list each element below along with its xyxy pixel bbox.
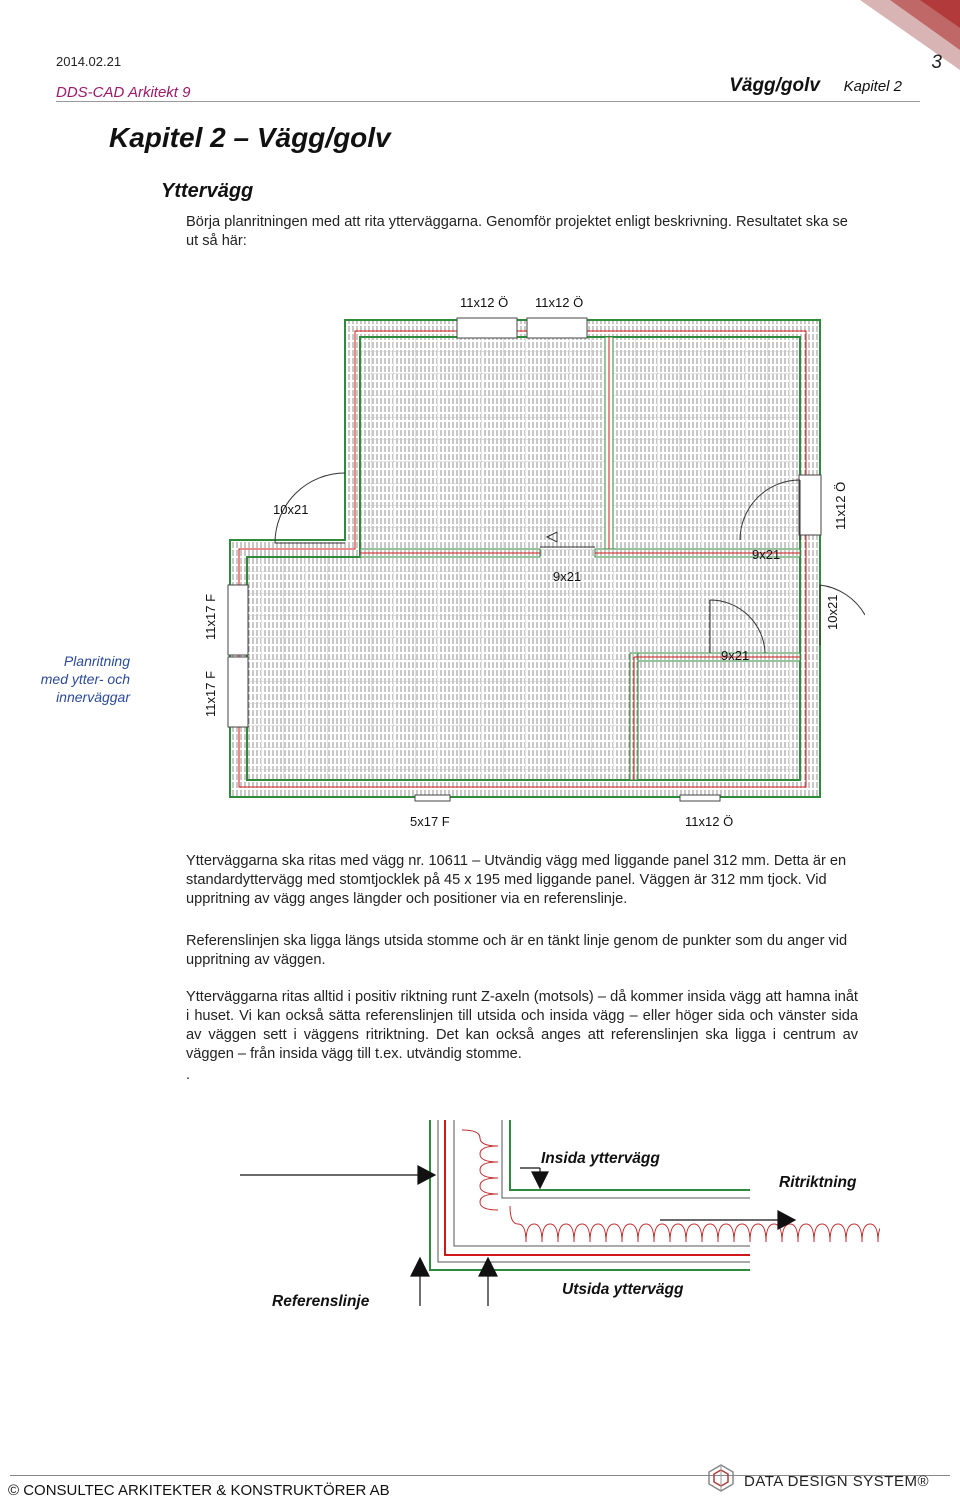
plan-label-top-left: 11x12 Ö bbox=[460, 295, 509, 310]
dds-logo-icon bbox=[706, 1463, 736, 1493]
header-app-name: DDS-CAD Arkitekt 9 bbox=[56, 84, 191, 101]
intro-paragraph: Börja planritningen med att rita ytterväggarna. Genomför projektet enligt beskrivning. Resultatet ska se ut så här: bbox=[186, 214, 848, 249]
plan-label-door-inner-2: 9x21 bbox=[752, 547, 781, 562]
page-number: 3 bbox=[931, 52, 942, 73]
paragraph-wall-type: Ytterväggarna ska ritas med vägg nr. 10611 – Utvändig vägg med liggande panel 312 mm. Detta är en standardyttervägg med stomtjocklek på 45 x 195 med liggande panel. Väggen är 312 mm tjock. Vid uppritning av vägg anges längder och positioner via en referenslinje. bbox=[186, 853, 847, 907]
callout-inside-wall: Insida yttervägg bbox=[541, 1150, 660, 1167]
callout-outside-wall: Utsida yttervägg bbox=[562, 1281, 684, 1298]
plan-label-door-inner-1: 9x21 bbox=[553, 569, 582, 584]
header-title: Vägg/golv bbox=[729, 75, 820, 96]
callout-reference-line: Referenslinje bbox=[272, 1293, 370, 1310]
plan-label-door-inner-3: 9x21 bbox=[721, 648, 750, 663]
chapter-title: Kapitel 2 – Vägg/golv bbox=[109, 122, 391, 153]
footer-copyright: © CONSULTEC ARKITEKTER & KONSTRUKTÖRER AB bbox=[8, 1482, 390, 1499]
header-chapter: Kapitel 2 bbox=[843, 78, 902, 95]
header-divider bbox=[56, 101, 920, 102]
figure-caption: Planritning med ytter- och innerväggar bbox=[40, 653, 130, 705]
plan-label-bottom-right: 11x12 Ö bbox=[685, 814, 734, 829]
plan-label-left-window-1: 11x17 F bbox=[203, 593, 218, 640]
header-date: 2014.02.21 bbox=[56, 54, 122, 69]
plan-label-right-window: 11x12 Ö bbox=[833, 481, 848, 530]
callout-drawing-direction: Ritriktning bbox=[779, 1174, 857, 1191]
footer-brand: DATA DESIGN SYSTEM® bbox=[744, 1473, 930, 1490]
plan-label-bottom-left: 5x17 F bbox=[410, 814, 450, 829]
paragraph-drawing-direction: Ytterväggarna ritas alltid i positiv riktning runt Z-axeln (motsols) – då kommer insida vägg att hamna inåt i huset. Vi kan också sätta referenslinjen till utsida och insida vägg – eller höger sida och vänster sida av väggen sett i väggens ritriktning. Det kan också anges att referenslinjen ska ligga i centrum av väggen – från insida vägg till t.ex. utvändig stomme. bbox=[186, 989, 858, 1062]
plan-label-top-right: 11x12 Ö bbox=[535, 295, 584, 310]
paragraph-dot: . bbox=[186, 1067, 191, 1083]
plan-label-right-door: 10x21 bbox=[825, 594, 840, 630]
plan-label-left-window-2: 11x17 F bbox=[203, 670, 218, 717]
plan-label-door-left: 10x21 bbox=[273, 502, 309, 517]
paragraph-reference-line: Referenslinjen ska ligga längs utsida stomme och är en tänkt linje genom de punkter som du anger vid uppritning av väggen. bbox=[186, 933, 848, 968]
wall-detail-drawing bbox=[240, 1110, 880, 1315]
section-title: Yttervägg bbox=[161, 180, 254, 202]
floor-plan-drawing bbox=[195, 285, 865, 835]
page-corner-decoration bbox=[860, 0, 960, 70]
